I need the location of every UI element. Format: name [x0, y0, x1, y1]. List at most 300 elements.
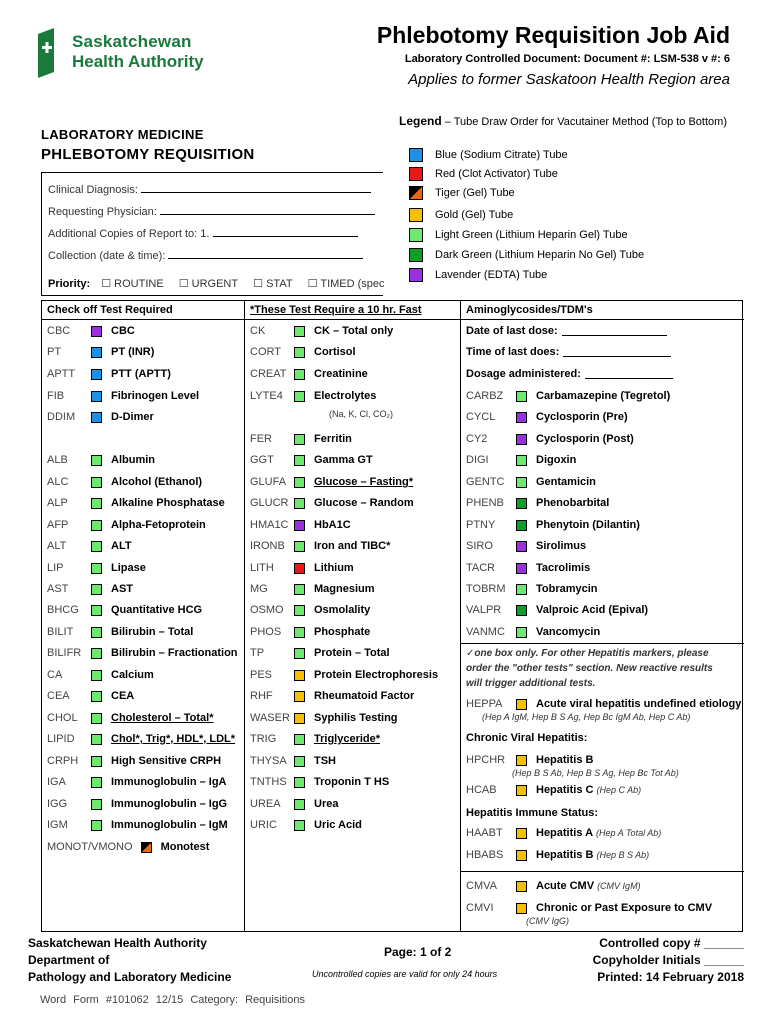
legend-title: Legend – Tube Draw Order for Vacutainer Method (Top to Bottom) — [399, 114, 727, 128]
test-name: Monotest — [160, 841, 210, 853]
test-name: Alcohol (Ethanol) — [111, 476, 203, 488]
test-row[interactable] — [47, 539, 132, 553]
tube-color-swatch[interactable] — [516, 699, 527, 710]
tube-color-swatch[interactable] — [294, 691, 305, 702]
tube-color-swatch[interactable] — [294, 498, 305, 509]
tube-color-swatch[interactable] — [294, 670, 305, 681]
tube-color-swatch[interactable] — [516, 498, 527, 509]
test-name: Sirolimus — [536, 540, 587, 552]
legend-label: Light Green (Lithium Heparin Gel) Tube — [435, 229, 628, 241]
test-code: CARBZ — [466, 390, 504, 402]
test-code: OSMO — [250, 604, 284, 616]
test-row[interactable] — [466, 518, 640, 532]
test-code: DIGI — [466, 454, 489, 466]
test-code: IGG — [47, 798, 68, 810]
tube-color-swatch[interactable] — [294, 820, 305, 831]
test-row[interactable] — [250, 818, 362, 832]
test-code: PHOS — [250, 626, 282, 638]
test-code: AST — [47, 583, 69, 595]
test-code: URIC — [250, 819, 277, 831]
tube-color-swatch[interactable] — [91, 455, 102, 466]
test-code: CEA — [47, 690, 70, 702]
test-row[interactable] — [250, 453, 373, 467]
page-title: Phlebotomy Requisition Job Aid — [376, 22, 730, 48]
test-name: Hepatitis C — [536, 784, 594, 796]
test-code: VALPR — [466, 604, 502, 616]
legend-item — [409, 268, 547, 282]
test-code: ALC — [47, 476, 69, 488]
tube-color-swatch[interactable] — [516, 434, 527, 445]
test-code: LIPID — [47, 733, 75, 745]
test-row[interactable] — [466, 625, 600, 639]
requesting-physician-row[interactable]: Requesting Physician: — [48, 205, 375, 218]
priority-row: Priority: ☐ ROUTINE ☐ URGENT ☐ STAT ☐ TIMED (spec — [48, 278, 385, 290]
test-row[interactable] — [47, 689, 134, 703]
legend-swatch — [409, 148, 423, 162]
test-row[interactable] — [47, 345, 154, 359]
test-row[interactable] — [47, 818, 228, 832]
test-name: Quantitative HCG — [111, 604, 203, 616]
tube-color-swatch[interactable] — [516, 755, 527, 766]
test-name: Cyclosporin (Pre) — [536, 411, 628, 423]
test-row[interactable] — [47, 410, 154, 424]
tube-color-swatch[interactable] — [91, 713, 102, 724]
priority-timed[interactable]: ☐ TIMED (spec — [307, 278, 385, 290]
test-name: Vancomycin — [536, 626, 601, 638]
test-row[interactable] — [466, 603, 648, 617]
test-row[interactable] — [250, 496, 414, 510]
test-name: Rheumatoid Factor — [314, 690, 415, 702]
legend-label: Red (Clot Activator) Tube — [435, 168, 558, 180]
tube-color-swatch[interactable] — [294, 734, 305, 745]
test-code: ALB — [47, 454, 68, 466]
test-name: CBC — [111, 325, 135, 337]
test-row[interactable] — [250, 625, 370, 639]
test-row[interactable] — [250, 732, 380, 746]
test-row[interactable] — [466, 410, 628, 424]
tube-color-swatch[interactable] — [516, 541, 527, 552]
tube-color-swatch[interactable] — [91, 563, 102, 574]
test-name: PTT (APTT) — [111, 368, 171, 380]
test-name: Gamma GT — [314, 454, 373, 466]
test-code: HCAB — [466, 784, 497, 796]
legend-swatch — [409, 167, 423, 181]
tube-color-swatch[interactable] — [294, 347, 305, 358]
test-code: CMVI — [466, 902, 494, 914]
test-name: Acute CMV — [536, 880, 595, 892]
test-row[interactable] — [47, 324, 135, 338]
patient-info-box — [41, 172, 383, 296]
hepatitis-immune-heading[interactable]: Hepatitis Immune Status: — [466, 807, 599, 819]
uncontrolled-note: Uncontrolled copies are valid for only 24 hours — [312, 969, 498, 979]
test-name: Triglyceride* — [314, 733, 381, 745]
test-name: Urea — [314, 798, 339, 810]
test-row[interactable] — [47, 732, 235, 746]
test-code: TP — [250, 647, 265, 659]
footer-org: Saskatchewan Health Authority Department of Pathology and Laboratory Medicine — [28, 936, 232, 984]
tube-color-swatch[interactable] — [516, 455, 527, 466]
test-code: PTNY — [466, 519, 496, 531]
test-row[interactable] — [250, 775, 389, 789]
tube-color-swatch[interactable] — [294, 756, 305, 767]
legend-label: Blue (Sodium Citrate) Tube — [435, 149, 568, 161]
test-row[interactable] — [250, 668, 438, 682]
test-row[interactable] — [466, 848, 649, 862]
tube-color-swatch[interactable] — [516, 412, 527, 423]
test-row[interactable] — [47, 389, 199, 403]
test-name: Chol*, Trig*, HDL*, LDL* — [111, 733, 236, 745]
tube-color-swatch[interactable] — [294, 434, 305, 445]
test-row[interactable] — [47, 625, 193, 639]
test-code: APTT — [47, 368, 76, 380]
tube-color-swatch[interactable] — [91, 584, 102, 595]
tube-color-swatch[interactable] — [91, 605, 102, 616]
test-name: Bilirubin – Fractionation — [111, 647, 238, 659]
test-row[interactable] — [47, 840, 209, 854]
collection-row[interactable]: Collection (date & time): — [48, 249, 363, 262]
test-name: Glucose – Random — [314, 497, 414, 509]
tube-color-swatch[interactable] — [294, 369, 305, 380]
tube-color-swatch[interactable] — [294, 605, 305, 616]
test-code: CMVA — [466, 880, 497, 892]
test-code: CRPH — [47, 755, 79, 767]
test-name: Hepatitis A — [536, 827, 594, 839]
test-row[interactable] — [466, 496, 609, 510]
tube-color-swatch[interactable] — [91, 369, 102, 380]
test-name: Phosphate — [314, 626, 371, 638]
legend-swatch — [409, 268, 423, 282]
test-row[interactable] — [250, 561, 354, 575]
tube-color-swatch[interactable] — [516, 785, 527, 796]
test-row[interactable] — [47, 453, 155, 467]
test-name: Digoxin — [536, 454, 577, 466]
test-name: Albumin — [111, 454, 155, 466]
test-code: CREAT — [250, 368, 287, 380]
chronic-hepatitis-heading[interactable]: Chronic Viral Hepatitis: — [466, 732, 588, 744]
test-row[interactable] — [466, 389, 670, 403]
test-name: TSH — [314, 755, 336, 767]
legend-swatch — [409, 228, 423, 242]
test-name: High Sensitive CRPH — [111, 755, 222, 767]
test-name: Bilirubin – Total — [111, 626, 194, 638]
tube-color-swatch[interactable] — [91, 520, 102, 531]
dosage-field[interactable]: Dosage administered: — [466, 367, 673, 381]
tube-color-swatch[interactable] — [516, 850, 527, 861]
test-code: LITH — [250, 562, 274, 574]
page-number: Page: 1 of 2 — [384, 945, 452, 959]
test-row[interactable] — [466, 901, 712, 915]
test-subnote: (Hep A IgM, Hep B S Ag, Hep Bc IgM Ab, Hep C Ab) — [482, 712, 691, 722]
test-row[interactable] — [47, 582, 133, 596]
test-name: ALT — [111, 540, 132, 552]
legend-swatch — [409, 208, 423, 222]
test-row[interactable] — [466, 582, 598, 596]
tube-color-swatch[interactable] — [516, 391, 527, 402]
test-code: ALT — [47, 540, 67, 552]
test-row[interactable] — [466, 879, 641, 893]
test-code: HBABS — [466, 849, 504, 861]
test-code: AFP — [47, 519, 69, 531]
test-name: PT (INR) — [111, 346, 155, 358]
tube-color-swatch[interactable] — [294, 455, 305, 466]
test-name: Cyclosporin (Post) — [536, 433, 634, 445]
tube-color-swatch[interactable] — [294, 648, 305, 659]
test-row[interactable] — [466, 432, 634, 446]
tube-color-swatch[interactable] — [294, 391, 305, 402]
tube-color-swatch[interactable] — [294, 326, 305, 337]
priority-stat[interactable]: ☐ STAT — [253, 278, 293, 290]
test-code: FER — [250, 433, 272, 445]
test-code: TRIG — [250, 733, 277, 745]
test-code: GLUCR — [250, 497, 289, 509]
tube-color-swatch[interactable] — [91, 691, 102, 702]
test-code: PT — [47, 346, 62, 358]
legend-item — [409, 228, 628, 242]
tube-color-swatch[interactable] — [516, 563, 527, 574]
priority-routine[interactable]: ☐ ROUTINE — [101, 278, 164, 290]
test-code: TNTHS — [250, 776, 287, 788]
tube-color-swatch[interactable] — [91, 799, 102, 810]
document-number: Laboratory Controlled Document: Document #: LSM-538 v #: 6 — [404, 53, 730, 65]
test-code: HEPPA — [466, 698, 503, 710]
last-dose-date-field[interactable]: Date of last dose: — [466, 324, 667, 338]
clinical-diagnosis-row[interactable]: Clinical Diagnosis: — [48, 183, 371, 196]
additional-copies-row[interactable]: Additional Copies of Report to: 1. — [48, 227, 358, 240]
test-name: AST — [111, 583, 133, 595]
legend-item — [409, 148, 568, 162]
electrolytes-note: (Na, K, Cl, CO₂) — [329, 409, 393, 419]
test-code: MONOT/VMONO — [47, 841, 133, 853]
test-row[interactable] — [47, 496, 225, 510]
tube-color-swatch[interactable] — [294, 477, 305, 488]
test-row[interactable] — [466, 475, 596, 489]
test-name: Electrolytes — [314, 390, 377, 402]
test-row[interactable] — [250, 689, 414, 703]
test-code: GENTC — [466, 476, 505, 488]
test-row[interactable] — [250, 389, 376, 403]
last-dose-time-field[interactable]: Time of last does: — [466, 345, 671, 359]
priority-urgent[interactable]: ☐ URGENT — [178, 278, 239, 290]
test-row[interactable] — [466, 453, 576, 467]
test-name: Ferritin — [314, 433, 352, 445]
test-row[interactable] — [466, 697, 741, 711]
tube-color-swatch[interactable] — [516, 828, 527, 839]
test-row[interactable] — [250, 711, 398, 725]
col3-header: Aminoglycosides/TDM's — [466, 304, 593, 316]
tube-color-swatch[interactable] — [516, 584, 527, 595]
hepatitis-instruction: order the "other tests" section. New reactive results — [466, 663, 713, 674]
tube-color-swatch[interactable] — [91, 627, 102, 638]
test-code: CY2 — [466, 433, 488, 445]
tube-color-swatch[interactable] — [294, 520, 305, 531]
test-row[interactable] — [47, 754, 221, 768]
test-row[interactable] — [250, 754, 336, 768]
test-row[interactable] — [466, 561, 590, 575]
col2-header: *These Test Require a 10 hr. Fast — [250, 304, 422, 316]
test-subnote: (Hep C Ab) — [596, 785, 642, 795]
test-name: Protein – Total — [314, 647, 390, 659]
tube-color-swatch[interactable] — [516, 520, 527, 531]
test-subnote: (Hep A Total Ab) — [596, 828, 662, 838]
tube-legend — [399, 114, 734, 281]
test-code: LIP — [47, 562, 64, 574]
test-row[interactable] — [47, 711, 213, 725]
test-name: Gentamicin — [536, 476, 596, 488]
applies-to: Applies to former Saskatoon Health Region area — [408, 71, 730, 88]
tube-color-swatch[interactable] — [294, 799, 305, 810]
legend-label: Lavender (EDTA) Tube — [435, 269, 548, 281]
tube-color-swatch[interactable] — [91, 326, 102, 337]
test-row[interactable] — [250, 582, 375, 596]
test-row[interactable] — [250, 475, 413, 489]
tube-color-swatch[interactable] — [294, 777, 305, 788]
test-name: D-Dimer — [111, 411, 154, 423]
footer-controlled: Controlled copy # ______ Copyholder Initials ______ Printed: 14 February 2018 — [592, 936, 744, 984]
test-row[interactable] — [250, 603, 370, 617]
test-code: PHENB — [466, 497, 504, 509]
test-row[interactable] — [466, 753, 593, 767]
tube-color-swatch[interactable] — [294, 627, 305, 638]
tube-color-swatch[interactable] — [91, 777, 102, 788]
test-row[interactable] — [47, 561, 146, 575]
test-code: CA — [47, 669, 63, 681]
tube-color-swatch[interactable] — [91, 541, 102, 552]
test-grid — [41, 300, 743, 932]
test-name: Hepatitis B — [536, 754, 594, 766]
tube-color-swatch[interactable] — [91, 756, 102, 767]
test-code: LYTE4 — [250, 390, 283, 402]
tube-color-swatch[interactable] — [294, 541, 305, 552]
tube-color-swatch[interactable] — [91, 670, 102, 681]
tube-color-swatch[interactable] — [91, 498, 102, 509]
test-name: Syphilis Testing — [314, 712, 398, 724]
test-row[interactable] — [250, 539, 390, 553]
test-row[interactable] — [250, 324, 393, 338]
test-subnote: (CMV IgG) — [526, 916, 570, 926]
test-row[interactable] — [250, 367, 368, 381]
tube-color-swatch[interactable] — [294, 713, 305, 724]
tube-color-swatch[interactable] — [516, 605, 527, 616]
tube-color-swatch[interactable] — [91, 734, 102, 745]
legend-item — [409, 208, 513, 222]
test-name: Creatinine — [314, 368, 368, 380]
test-code: PES — [250, 669, 273, 681]
test-name: Tobramycin — [536, 583, 598, 595]
test-code: MG — [250, 583, 268, 595]
tube-color-swatch[interactable] — [294, 563, 305, 574]
test-name: Phenobarbital — [536, 497, 610, 509]
legend-item — [409, 248, 644, 262]
test-row[interactable] — [250, 646, 390, 660]
test-row[interactable] — [466, 783, 641, 797]
test-name: Valproic Acid (Epival) — [536, 604, 649, 616]
test-code: TACR — [466, 562, 496, 574]
test-name: Tacrolimis — [536, 562, 591, 574]
test-name: Acute viral hepatitis undefined etiology — [536, 698, 742, 710]
test-code: CYCL — [466, 411, 496, 423]
tube-color-swatch[interactable] — [141, 842, 152, 853]
test-row[interactable] — [250, 797, 338, 811]
test-code: BHCG — [47, 604, 79, 616]
test-row[interactable] — [47, 668, 154, 682]
test-row[interactable] — [466, 539, 586, 553]
test-row[interactable] — [47, 775, 227, 789]
test-name: Phenytoin (Dilantin) — [536, 519, 640, 531]
legend-swatch — [409, 248, 423, 262]
tube-color-swatch[interactable] — [516, 627, 527, 638]
test-code: GGT — [250, 454, 274, 466]
test-code: VANMC — [466, 626, 505, 638]
test-name: Lipase — [111, 562, 146, 574]
tube-color-swatch[interactable] — [91, 477, 102, 488]
test-name: Carbamazepine (Tegretol) — [536, 390, 671, 402]
tube-color-swatch[interactable] — [516, 903, 527, 914]
test-row[interactable] — [466, 826, 661, 840]
org-name-line2: Health Authority — [72, 52, 204, 71]
tube-color-swatch[interactable] — [91, 648, 102, 659]
test-code: RHF — [250, 690, 273, 702]
test-code: CHOL — [47, 712, 78, 724]
tube-color-swatch[interactable] — [91, 412, 102, 423]
test-name: Iron and TIBC* — [314, 540, 391, 552]
test-code: CORT — [250, 346, 281, 358]
test-code: HPCHR — [466, 754, 506, 766]
tube-color-swatch[interactable] — [516, 881, 527, 892]
test-code: WASER — [250, 712, 290, 724]
test-row[interactable] — [47, 475, 202, 489]
test-name: CK – Total only — [314, 325, 394, 337]
test-name: Cholesterol – Total* — [111, 712, 214, 724]
test-row[interactable] — [250, 518, 351, 532]
legend-label: Gold (Gel) Tube — [435, 209, 514, 221]
test-name: Immunoglobulin – IgA — [111, 776, 227, 788]
test-name: Osmolality — [314, 604, 371, 616]
test-row[interactable] — [47, 797, 227, 811]
test-code: BILIT — [47, 626, 74, 638]
test-code: DDIM — [47, 411, 76, 423]
org-name-line1: Saskatchewan — [72, 32, 192, 51]
tube-color-swatch[interactable] — [91, 347, 102, 358]
tube-color-swatch[interactable] — [516, 477, 527, 488]
test-row[interactable] — [250, 432, 352, 446]
tube-color-swatch[interactable] — [91, 820, 102, 831]
test-code: IRONB — [250, 540, 285, 552]
test-name: Fibrinogen Level — [111, 390, 200, 402]
test-code: GLUFA — [250, 476, 287, 488]
lab-medicine-heading: LABORATORY MEDICINE — [41, 127, 204, 142]
test-code: IGM — [47, 819, 68, 831]
sha-logo-mark — [34, 28, 66, 78]
test-name: Uric Acid — [314, 819, 362, 831]
test-name: Lithium — [314, 562, 354, 574]
test-row[interactable] — [47, 518, 206, 532]
test-row[interactable] — [47, 367, 171, 381]
test-code: IGA — [47, 776, 66, 788]
test-row[interactable] — [47, 603, 202, 617]
form-number-line: Word Form #101062 12/15 Category: Requisitions — [40, 994, 305, 1006]
test-row[interactable] — [47, 646, 238, 660]
test-name: CEA — [111, 690, 135, 702]
tube-color-swatch[interactable] — [91, 391, 102, 402]
test-code: TOBRM — [466, 583, 506, 595]
test-code: THYSA — [250, 755, 287, 767]
tube-color-swatch[interactable] — [294, 584, 305, 595]
legend-item — [409, 167, 558, 181]
test-row[interactable] — [250, 345, 356, 359]
legend-label: Dark Green (Lithium Heparin No Gel) Tube — [435, 249, 645, 261]
test-subnote: (CMV IgM) — [597, 881, 641, 891]
test-name: Immunoglobulin – IgM — [111, 819, 228, 831]
